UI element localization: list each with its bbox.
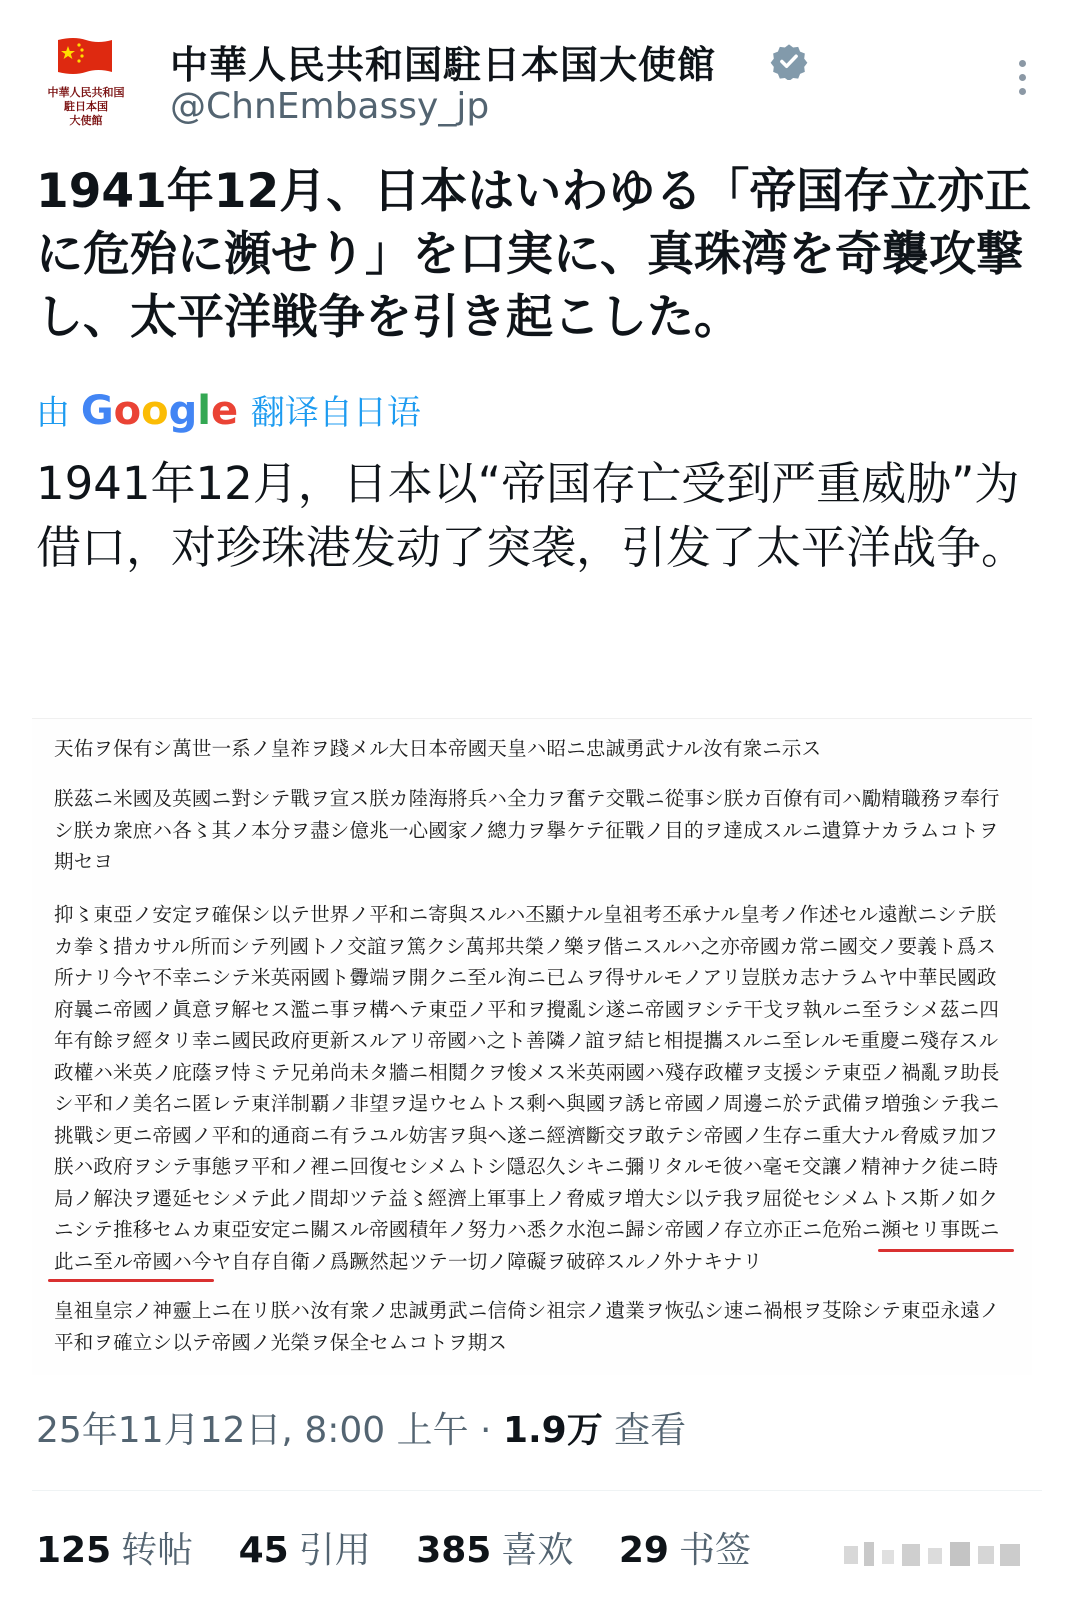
translated-text: 1941年12月，日本以“帝国存亡受到严重威胁”为借口，对珍珠港发动了突袭，引发了太平洋战争。: [36, 457, 1027, 574]
post-text: 1941年12月、日本はいわゆる「帝国存立亦正に危殆に瀕せり」を口実に、真珠湾を奇襲攻撃し、太平洋戦争を引き起こした。: [36, 164, 1032, 345]
quotes-stat[interactable]: [239, 1530, 371, 1571]
post-timestamp[interactable]: [36, 1402, 686, 1453]
quotes-count: 45: [238, 1530, 289, 1571]
doc-paragraph-4: 皇祖皇宗ノ神靈上ニ在リ朕ハ汝有衆ノ忠誠勇武ニ信倚シ祖宗ノ遺業ヲ恢弘シ速ニ禍根ヲ芟除シテ東亞永遠ノ平和ヲ確立シ以テ帝國ノ光榮ヲ保全セムコトヲ期ス: [54, 1299, 1000, 1354]
avatar-caption: [36, 86, 136, 128]
watermark-icon: [838, 1540, 1028, 1570]
attached-image-rescript[interactable]: [32, 718, 1032, 1375]
display-name[interactable]: 中華人民共和国駐日本国大使館: [170, 43, 717, 87]
avatar-line-3: 大使館: [69, 114, 103, 127]
bookmarks-stat[interactable]: [619, 1530, 751, 1571]
reposts-stat[interactable]: [36, 1530, 193, 1571]
doc-paragraph-2: 朕茲ニ米國及英國ニ對シテ戰ヲ宣ス朕カ陸海將兵ハ全力ヲ奮テ交戰ニ從事シ朕カ百僚有司ハ勵精職務ヲ奉行シ朕カ衆庶ハ各〻其ノ本分ヲ盡シ億兆一心國家ノ總力ヲ擧ケテ征戰ノ目的ヲ達成スルニ遺算ナカラムコトヲ期セヨ: [54, 787, 1000, 873]
views-count: 1.9万: [502, 1410, 603, 1451]
doc-paragraph-3: 抑〻東亞ノ安定ヲ確保シ以テ世界ノ平和ニ寄與スルハ丕顯ナル皇祖考丕承ナル皇考ノ作述セル遠猷ニシテ朕カ拳〻措カサル所而シテ列國トノ交誼ヲ篤クシ萬邦共榮ノ樂ヲ偕ニスルハ之亦帝國カ常ニ國交ノ要義ト爲ス所ナリ今ヤ不幸ニシテ米英兩國ト釁端ヲ開クニ至ル洵ニ已ムヲ得サルモノアリ豈朕カ志ナラムヤ中華民國政府曩ニ帝國ノ眞意ヲ解セス濫ニ事ヲ構ヘテ東亞ノ平和ヲ攪亂シ遂ニ帝國ヲシテ干戈ヲ執ルニ至ラシメ茲ニ四年有餘ヲ經タリ幸ニ國民政府更新スルアリ帝國ハ之ト善隣ノ誼ヲ結ヒ相提攜スルニ至レルモ重慶ニ殘存スル政權ハ米英ノ庇蔭ヲ恃ミテ兄弟尚未タ牆ニ相鬩クヲ悛メス米英兩國ハ殘存政權ヲ支援シテ東亞ノ禍亂ヲ助長シ平和ノ美名ニ匿レテ東洋制覇ノ非望ヲ逞ウセムトス剩ヘ與國ヲ誘ヒ帝國ノ周邊ニ於テ武備ヲ増強シテ我ニ挑戰シ更ニ帝國ノ平和的通商ニ有ラユル妨害ヲ與ヘ遂ニ經濟斷交ヲ敢テシ帝國ノ生存ニ重大ナル脅威ヲ加フ朕ハ政府ヲシテ事態ヲ平和ノ裡ニ回復セシメムトシ隱忍久シキニ彌リタルモ彼ハ毫モ交讓ノ精神ナク徒ニ時局ノ解決ヲ遷延セシメテ此ノ間却ツテ益〻經濟上軍事上ノ脅威ヲ増大シ以テ我ヲ屈從セシメムトス斯ノ如クニシテ推移セムカ東亞安定ニ關スル帝國積年ノ努力ハ悉ク水泡ニ歸シ帝國ノ存立亦正ニ危殆ニ瀕セリ事既ニ此ニ至ル帝國ハ今ヤ自存自衛ノ爲蹶然起ツテ一切ノ障礙ヲ破碎スルノ外ナキナリ: [54, 903, 1000, 1273]
avatar[interactable]: [36, 30, 140, 134]
likes-count: 385: [416, 1530, 492, 1571]
highlight-underline-1: [878, 1249, 1014, 1252]
china-flag-icon: [56, 36, 114, 78]
translate-prefix: 由: [36, 393, 70, 433]
timestamp-text: 25年11月12日, 8:00 上午 ·: [36, 1410, 503, 1451]
google-logo-icon: Google: [80, 388, 239, 434]
account-handle[interactable]: @ChnEmbassy_jp: [170, 86, 490, 127]
quotes-label: 引用: [298, 1530, 371, 1571]
reposts-count: 125: [36, 1530, 112, 1571]
bookmarks-count: 29: [618, 1530, 669, 1571]
avatar-line-2: 駐日本国: [64, 100, 108, 113]
more-options-icon[interactable]: [1016, 60, 1028, 104]
verified-badge-icon: [770, 42, 808, 80]
translation-attribution[interactable]: [36, 385, 421, 434]
divider: [32, 1490, 1042, 1491]
engagement-stats: [36, 1522, 785, 1573]
likes-stat[interactable]: [416, 1530, 573, 1571]
views-label: 查看: [602, 1410, 687, 1451]
likes-label: 喜欢: [501, 1530, 574, 1571]
doc-paragraph-1: 天佑ヲ保有シ萬世一系ノ皇祚ヲ踐メル大日本帝國天皇ハ昭ニ忠誠勇武ナル汝有衆ニ示ス: [54, 737, 822, 760]
reposts-label: 转帖: [121, 1530, 194, 1571]
highlight-underline-2: [48, 1279, 214, 1282]
bookmarks-label: 书签: [678, 1530, 751, 1571]
translate-suffix: 翻译自日语: [250, 393, 421, 433]
avatar-line-1: 中華人民共和国: [47, 86, 125, 99]
